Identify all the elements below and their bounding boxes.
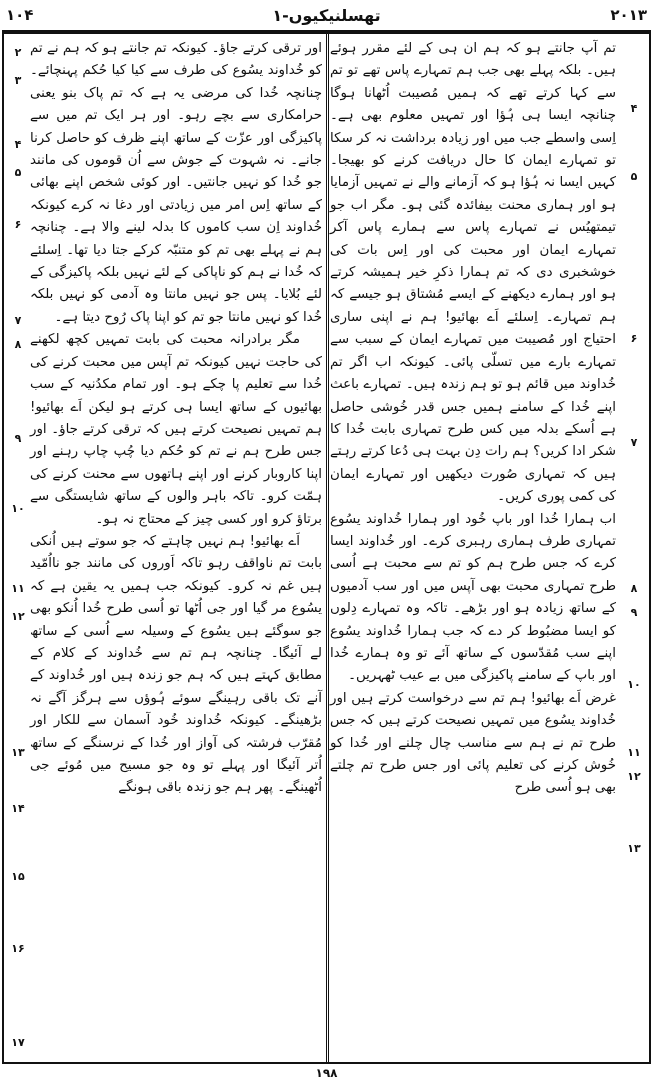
page-header xyxy=(2,4,651,32)
paragraph: مگر برادرانہ محبت کی بابت تمہیں کچھ لکھنے کی حاجت نہیں کیونکہ تم آپس میں محبت کرنے کی خُدا سے تعلیم پا چکے ہو۔ اور تمام مکدُنیہ کے سب بھائیوں کے ساتھ ایسا ہی کرتے ہو لیکن اَے بھائیو! ہم تمہیں نصیحت کرتے ہیں کہ ترقی کرتے جاؤ۔ اور جس طرح ہم نے تم کو حُکم دیا چُپ چاپ رہنے اور اپنا کاروبار کرنے اور اپنے ہاتھوں سے محنت کرنے کی ہمّت کرو۔ تاکہ باہر والوں کے ساتھ شایستگی سے برتاؤ کرو اور کسی چیز کے محتاج نہ ہو۔ xyxy=(30,332,322,527)
verse-number: ۷ xyxy=(14,314,22,327)
verse-number: ۱۱ xyxy=(11,582,25,595)
paragraph: غرض اَے بھائیو! ہم تم سے درخواست کرتے ہیں اور خُداوند یسُوع میں تمہیں نصیحت کرتے ہیں کہ جس طرح تم نے ہم سے مناسب چال چلنے اور خُدا کو خُوش کرنے کی تعلیم پائی اور جس طرح تم چلتے بھی ہو اُسی طرح xyxy=(330,690,616,796)
verse-number: ۲ xyxy=(14,46,22,59)
page-number: ۱۹۸ xyxy=(315,1066,338,1080)
left-column xyxy=(30,38,322,1058)
verse-number: ۱۳ xyxy=(11,746,25,759)
verse-number: ۴ xyxy=(14,138,22,151)
verse-number: ۱۳ xyxy=(627,842,641,855)
paragraph: اب ہمارا خُدا اور باپ خُود اور ہمارا خُداوند یسُوع تمہاری طرف ہماری رہبری کرے۔ اور خُداوند ایسا کرے کہ جس طرح ہم کو تم سے محبت ہے اُسی طرح تمہاری محبت بھی آپس میں اور سب آدمیوں کے ساتھ زیادہ ہو اور بڑھے۔ تاکہ وہ تمہارے دِلوں کو ایسا مضبُوط کر دے کہ جب ہمارا خُداوند یسُوع اپنے سب مُقدّسوں کے ساتھ آئے تو وہ ہمارے خُدا اور باپ کے سامنے پاکیزگی میں بے عیب ٹھہریں۔ xyxy=(330,511,616,684)
verse-number: ۹ xyxy=(14,432,22,445)
verse-number: ۳ xyxy=(14,74,22,87)
paragraph: اور ترقی کرتے جاؤ۔ کیونکہ تم جانتے ہو کہ ہم نے تم کو خُداوند یسُوع کی طرف سے کیا کیا حُکم پہنچائے۔ چنانچہ خُدا کی مرضی یہ ہے کہ تم پاک بنو یعنی حرامکاری سے بچے رہو۔ اور ہر ایک تم میں سے پاکیزگی اور عزّت کے ساتھ اپنے ظرف کو حاصل کرنا جانے۔ نہ شہوت کے جوش سے اُن قوموں کی مانند جو خُدا کو نہیں جانتیں۔ اور کوئی شخص اپنے بھائی کے ساتھ اِس امر میں زیادتی اور دغا نہ کرے کیونکہ خُداوند اِن سب کاموں کا بدلہ لینے والا ہے۔ چنانچہ ہم نے پہلے بھی تم کو متنبّہ کرکے جتا دیا تھا۔ اِسلئے کہ خُدا نے ہم کو ناپاکی کے لئے نہیں بلکہ پاکیزگی کے لئے بُلایا۔ پس جو نہیں مانتا وہ آدمی کو نہیں بلکہ خُدا کو نہیں مانتا جو تم کو اپنا پاک رُوح دیتا ہے۔ xyxy=(30,41,322,325)
verse-number: ۱۶ xyxy=(11,942,25,955)
verse-number: ۶ xyxy=(630,332,638,345)
verse-number: ۵ xyxy=(630,170,638,183)
left-verse-gutter xyxy=(8,38,28,1058)
verse-number: ۱۵ xyxy=(11,870,25,883)
text-frame xyxy=(2,32,651,1064)
verse-number: ۷ xyxy=(630,436,638,449)
header-right-reference: ۲۰۱۳ xyxy=(610,6,647,24)
header-left-reference: ۱۰۴ xyxy=(6,6,34,24)
paragraph: تم آپ جانتے ہو کہ ہم ان ہی کے لئے مقرر ہوئے ہیں۔ بلکہ پہلے بھی جب ہم تمہارے پاس تھے تو تم سے کہا کرتے تھے کہ ہمیں مُصیبت اُٹھانا ہوگا چنانچہ ایسا ہی ہُؤا اور تمہیں معلوم بھی ہے۔ اِسی واسطے جب میں اور زیادہ برداشت نہ کر سکا تو تمہارے ایمان کا حال دریافت کرنے کو بھیجا۔ کہیں ایسا نہ ہُؤا ہو کہ آزمانے والے نے تمہیں آزمایا ہو اور ہماری محنت بیفائدہ گئی ہو۔ مگر اب جو تیمتھیُس نے تمہارے پاس سے ہمارے پاس آکر تمہارے ایمان اور محبت کی اور اِس بات کی خوشخبری دی کہ تم ہمارا ذکرِ خیر ہمیشہ کرتے ہو اور ہمارے دیکھنے کے ایسے مُشتاق ہو جیسے کہ ہم تمہارے۔ اِسلئے اَے بھائیو! ہم نے اپنی ساری احتیاج اور مُصیبت میں تمہارے ایمان کے سبب سے تمہارے بارے میں تسلّی پائی۔ کیونکہ اب اگر تم خُداوند میں قائم ہو تو ہم زندہ ہیں۔ تمہارے باعث اپنے خُدا کے سامنے ہمیں جس قدر خُوشی حاصل ہے اُسکے بدلہ میں کس طرح تمہاری بابت خُدا کا شکر ادا کریں؟ ہم رات دِن بہت ہی دُعا کرتے رہتے ہیں کہ تمہاری صُورت دیکھیں اور تمہارے ایمان کی کمی پوری کریں۔ xyxy=(330,41,616,505)
right-column xyxy=(330,38,616,1058)
verse-number: ۴ xyxy=(630,102,638,115)
verse-number: ۵ xyxy=(14,166,22,179)
verse-number: ۹ xyxy=(630,606,638,619)
verse-number: ۸ xyxy=(630,582,638,595)
paragraph: اَے بھائیو! ہم نہیں چاہتے کہ جو سوتے ہیں اُنکی بابت تم ناواقف رہو تاکہ اَوروں کی مانند جو نااُمّید ہیں غم نہ کرو۔ کیونکہ جب ہمیں یہ یقین ہے کہ یسُوع مر گیا اور جی اُٹھا تو اُسی طرح خُدا اُنکو بھی جو سوگئے ہیں یسُوع کے وسیلہ سے اُسی کے ساتھ لے آئیگا۔ چنانچہ ہم تم سے خُداوند کے کلام کے مطابق کہتے ہیں کہ ہم جو زندہ ہیں اور خُداوند کے آنے تک باقی رہینگے سوئے ہُوؤں سے ہرگز آگے نہ بڑھینگے۔ کیونکہ خُداوند خُود آسمان سے للکار اور مُقرّب فرشتہ کی آواز اور خُدا کے نرسنگے کے ساتھ اُتر آئیگا اور پہلے تو وہ جو مسیح میں مُوئے جی اُٹھینگے۔ پھر ہم جو زندہ باقی ہونگے xyxy=(30,533,322,796)
right-verse-gutter xyxy=(624,38,644,1058)
verse-number: ۸ xyxy=(14,338,22,351)
verse-number: ۱۱ xyxy=(627,746,641,759)
verse-number: ۱۰ xyxy=(627,678,641,691)
verse-number: ۱۲ xyxy=(627,770,641,783)
verse-number: ۶ xyxy=(14,218,22,231)
verse-number: ۱۷ xyxy=(11,1036,25,1049)
bible-page xyxy=(2,4,651,1082)
column-divider xyxy=(326,34,329,1062)
verse-number: ۱۲ xyxy=(11,610,25,623)
verse-number: ۱۴ xyxy=(11,802,25,815)
verse-number: ۱۰ xyxy=(11,502,25,515)
book-title: ۱-تھسلنیکیوں xyxy=(272,6,381,25)
